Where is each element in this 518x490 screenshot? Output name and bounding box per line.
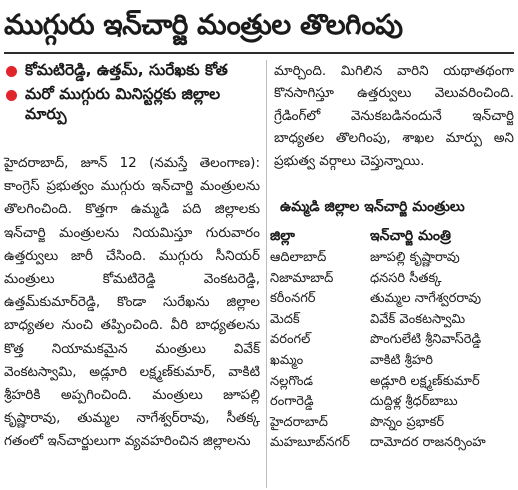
table-row — [270, 330, 516, 351]
bullet-text: కోమటిరెడ్డి, ఉత్తమ్, సురేఖకు కోత — [25, 61, 228, 79]
table-row — [270, 433, 516, 454]
body-paragraph: హైదరాబాద్, జూన్ 12 (నమస్తే తెలంగాణ): కాంగ్రెస్ ప్రభుత్వం ముగ్గురు ఇన్‌చార్జి మంత్రులను తొలగించింది. కొత్తగా ఉమ్మడి పది జిల్లాలకు ఇన్‌చార్జి మంత్రులను నియమిస్తూ గురువారం ఉత్తర్వులు జారీ చేసింది. ముగ్గురు సీనియర్ మంత్రులు కోమటిరెడ్డి వెంకటరెడ్డి, ఉత్తమ్‌కుమార్‌రెడ్డి, కొండా సురేఖను జిల్లాల బాధ్యతల నుంచి తప్పించింది. వీరి బాధ్యతలను కొత్త నియామకమైన మంత్రులు వివేక్ వెంకటస్వామి, అడ్లూరి లక్ష్మణ్‌కుమార్, వాకిటి శ్రీహరికి అప్పగించింది. మంత్రులు జూపల్లి కృష్ణారావు, తుమ్మల నాగేశ్వర్‌రావు, సీతక్క గతంలో ఇన్‌చార్జులుగా వ్యవహరించిన జిల్లాలను — [4, 155, 260, 450]
district-cell: నిజామాబాద్ — [270, 270, 334, 286]
bullet-item — [6, 84, 262, 124]
minister-cell: దామోదర రాజనర్సింహ — [370, 435, 486, 451]
minister-cell: జూపల్లి కృష్ణారావు — [370, 250, 460, 265]
table-header — [270, 226, 516, 246]
minister-cell: తుమ్మల నాగేశ్వరరావు — [370, 291, 482, 307]
table-row — [270, 310, 516, 331]
district-cell: రంగారెడ్డి — [270, 394, 314, 410]
header-minister: ఇన్‌చార్జి మంత్రి — [370, 228, 451, 244]
table-row — [270, 372, 516, 393]
district-cell: ఖమ్మం — [270, 352, 304, 368]
table-row — [270, 351, 516, 372]
body-column-left — [4, 152, 260, 454]
column-divider — [266, 60, 267, 488]
bullet-dot-icon — [6, 66, 17, 77]
table-row — [270, 413, 516, 434]
minister-cell: వాకిటి శ్రీహరి — [370, 352, 433, 368]
headline: ముగ్గురు ఇన్‌చార్జి మంత్రుల తొలగింపు — [4, 8, 403, 41]
district-cell: కరీంనగర్ — [270, 291, 316, 307]
district-cell: మహబూబ్‌నగర్ — [270, 435, 350, 451]
bullet-dot-icon — [6, 90, 17, 101]
district-cell: హైదరాబాద్ — [270, 414, 328, 430]
minister-cell: అడ్లూరి లక్ష్మణ్‌కుమార్ — [370, 373, 480, 389]
district-cell: మెదక్ — [270, 311, 300, 327]
minister-cell: పొంగులేటి శ్రీనివాస్‌రెడ్డి — [370, 332, 482, 348]
district-cell: ఆదిలాబాద్ — [270, 250, 327, 265]
table-row — [270, 289, 516, 310]
minister-cell: దుద్దిళ్ల శ్రీధర్‌బాబు — [370, 394, 458, 410]
minister-cell: ధనసరి సీతక్క — [370, 270, 442, 286]
table-row — [270, 269, 516, 290]
body-paragraph: మార్చింది. మిగిలిన వారిని యథాతథంగా కొనసాగిస్తూ ఉత్తర్వులు వెలువరించింది. గ్రేడింగ్‌లో వెనుకబడినందునే ఇన్‌చార్జి బాధ్యతల తొలగింపు, శాఖల మార్పు అని ప్రభుత్వ వర్గాలు చెప్తున్నాయి. — [274, 63, 514, 169]
district-cell: వరంగల్ — [270, 332, 311, 348]
table-row — [270, 248, 516, 269]
district-cell: నల్లగొండ — [270, 373, 314, 389]
header-district: జిల్లా — [270, 228, 295, 244]
bullet-text: మరో ముగ్గురు మినిస్టర్లకు జిల్లాల మార్పు — [25, 85, 221, 123]
bullet-list — [6, 60, 262, 128]
table-title: ఉమ్మడి జిల్లాల ఇన్‌చార్జి మంత్రులు — [280, 199, 465, 215]
minister-cell: పొన్నం ప్రభాకర్ — [370, 414, 445, 430]
bullet-item — [6, 60, 262, 80]
minister-cell: వివేక్ వెంకటస్వామి — [370, 311, 466, 327]
ministers-table — [270, 248, 516, 454]
headline-rule — [4, 52, 514, 54]
body-column-right — [274, 60, 514, 172]
table-row — [270, 392, 516, 413]
